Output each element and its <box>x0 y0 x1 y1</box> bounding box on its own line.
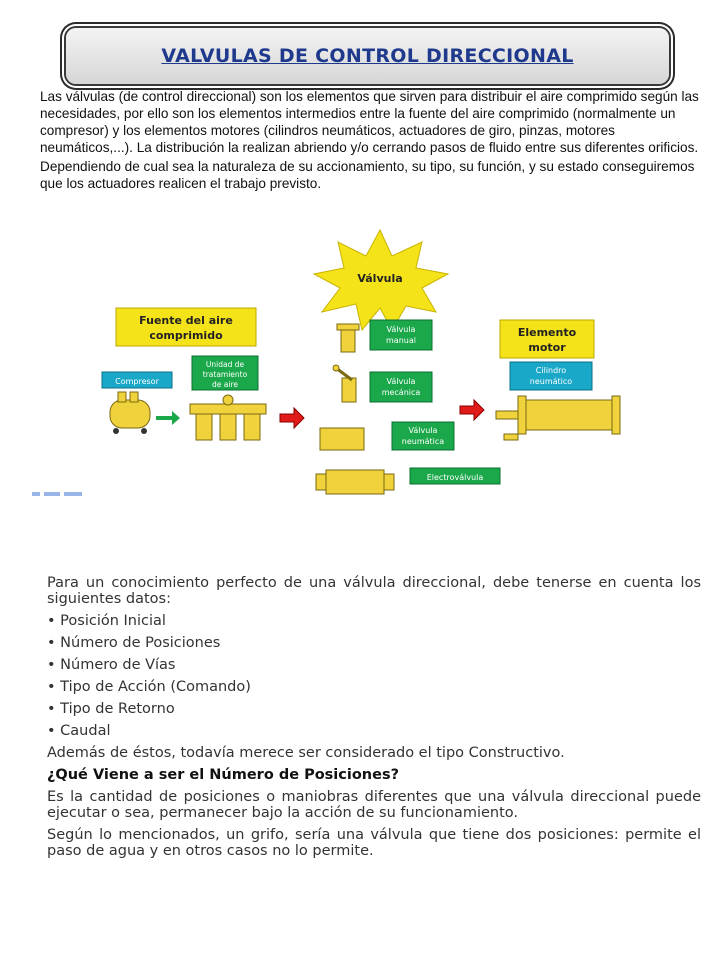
body-paragraph-3: Es la cantidad de posiciones o maniobras diferentes que una válvula direccional puede ejecutar o sea, permanecer bajo la acción de su funcionamiento. <box>47 789 701 821</box>
motor-title-line1: Elemento <box>517 326 577 339</box>
treatment-label-line3: de aire <box>212 380 238 389</box>
bullet-item: • Tipo de Retorno <box>47 701 175 717</box>
title-banner <box>66 28 669 84</box>
source-title-line2: comprimido <box>149 329 223 342</box>
electrovalve-icon <box>316 470 394 494</box>
body-paragraph-4: Según lo mencionados, un grifo, sería una válvula que tiene dos posiciones: permite el paso de agua y en otros casos no lo permite. <box>47 827 701 859</box>
air-treatment-unit-icon <box>190 395 266 440</box>
cylinder-label-line2: neumático <box>529 377 573 386</box>
treatment-label-line2: tratamiento <box>202 370 248 379</box>
compressor-label: Compresor <box>115 377 159 386</box>
manual-valve-label-line2: manual <box>386 336 416 345</box>
manual-valve-label-line1: Válvula <box>386 325 416 334</box>
intro-text <box>40 88 700 194</box>
mechanical-valve-icon <box>333 365 356 402</box>
section-question: ¿Qué Viene a ser el Número de Posiciones? <box>47 767 400 783</box>
flow-arrow-red-2-icon <box>460 400 484 420</box>
pneumatic-valve-icon <box>320 428 364 450</box>
body-paragraph-1: Para un conocimiento perfecto de una válvula direccional, debe tenerse en cuenta los siguientes datos: <box>47 575 701 607</box>
treatment-label-line1: Unidad de <box>205 360 245 369</box>
bullet-item: • Caudal <box>47 723 111 739</box>
pneumatic-valve-label-line1: Válvula <box>408 426 438 435</box>
compressor-icon <box>110 392 150 434</box>
bullet-item: • Tipo de Acción (Comando) <box>47 679 251 695</box>
cylinder-label-line1: Cilindro <box>535 366 567 375</box>
intro-paragraph-2: Dependiendo de cual sea la naturaleza de su accionamiento, su tipo, su función, y su estado conseguiremos que los actuadores realicen el trabajo previsto. <box>40 159 695 191</box>
bullet-item: • Posición Inicial <box>47 613 166 629</box>
flow-arrow-green-icon <box>156 411 180 425</box>
pneumatic-cylinder-icon <box>496 396 620 440</box>
source-title-line1: Fuente del aire <box>139 314 233 327</box>
page-title: VALVULAS DE CONTROL DIRECCIONAL <box>161 45 574 67</box>
body-text <box>47 575 701 865</box>
pneumatic-diagram <box>30 228 700 498</box>
mechanical-valve-label-line1: Válvula <box>386 377 416 386</box>
flow-arrow-red-1-icon <box>280 408 304 428</box>
blue-fragment-icon <box>32 490 92 498</box>
electrovalve-label: Electroválvula <box>426 473 484 482</box>
mechanical-valve-label-line2: mecánica <box>381 388 421 397</box>
manual-valve-icon <box>337 324 359 352</box>
pneumatic-valve-label-line2: neumática <box>401 437 445 446</box>
motor-title-line2: motor <box>528 341 566 354</box>
intro-paragraph-1: Las válvulas (de control direccional) son los elementos que sirven para distribuir el aire comprimido según las necesidades, por ello son los elementos intermedios entre la fuente del aire comprimido (normalmente un compresor) y los elementos motores (cilindros neumáticos, actuadores de giro, pinzas, motores neumáticos,...). La distribución la realizan abriendo y/o cerrando pasos de fluido entre sus diferentes orificios. <box>40 89 699 155</box>
body-paragraph-2: Además de éstos, todavía merece ser considerado el tipo Constructivo. <box>47 745 565 761</box>
bullet-item: • Número de Posiciones <box>47 635 221 651</box>
bullet-item: • Número de Vías <box>47 657 176 673</box>
valve-starburst-label: Válvula <box>357 272 403 285</box>
